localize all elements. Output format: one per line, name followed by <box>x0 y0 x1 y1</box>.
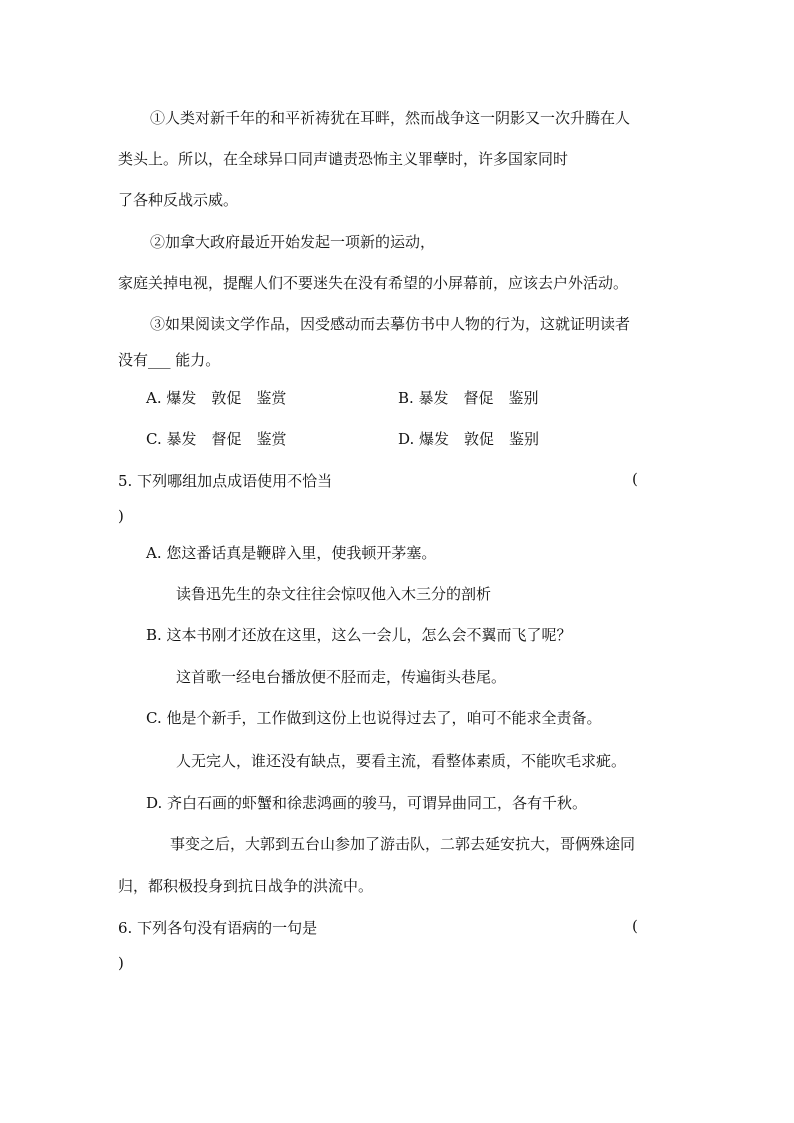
q6-stem: 6. 下列各句没有语病的一句是 <box>118 919 318 937</box>
q4-option-d: D. 爆发 敦促 鉴别 <box>398 430 540 448</box>
passage-3-line-1: ③如果阅读文学作品，因受感动而去摹仿书中人物的行为，这就证明读者 <box>150 315 631 333</box>
q5-option-a-line-1: A. 您这番话真是鞭辟入里，使我顿开茅塞。 <box>146 544 437 562</box>
passage-1-line-3: 了各种反战示威。 <box>118 191 239 209</box>
q6-answer-paren-close: ) <box>118 954 124 972</box>
passage-3-line-2: 没有___ 能力。 <box>118 351 221 369</box>
q5-option-d-line-2: 事变之后，大郭到五台山参加了游击队，二郭去延安抗大，哥俩殊途同 <box>170 835 636 853</box>
q5-option-c-line-2: 人无完人，谁还没有缺点，要看主流，看整体素质，不能吹毛求疵。 <box>176 752 627 770</box>
q5-option-a-line-2: 读鲁迅先生的杂文往往会惊叹他入木三分的剖析 <box>176 585 492 603</box>
q5-option-b-line-1: B. 这本书刚才还放在这里，这么一会儿，怎么会不翼而飞了呢？ <box>146 626 572 644</box>
q5-stem: 5. 下列哪组加点成语使用不恰当 <box>118 472 333 490</box>
q5-option-c-line-1: C. 他是个新手，工作做到这份上也说得过去了，咱可不能求全责备。 <box>146 709 602 727</box>
passage-2-line-2: 家庭关掉电视，提醒人们不要迷失在没有希望的小屏幕前，应该去户外活动。 <box>118 274 629 292</box>
passage-2-line-1: ②加拿大政府最近开始发起一项新的运动， <box>150 233 436 251</box>
q5-option-d-line-1: D. 齐白石画的虾蟹和徐悲鸿画的骏马，可谓异曲同工，各有千秋。 <box>146 794 588 812</box>
q5-option-d-line-3: 归，都积极投身到抗日战争的洪流中。 <box>118 877 374 895</box>
q5-answer-paren-close: ) <box>118 507 124 525</box>
q4-option-b: B. 暴发 督促 鉴别 <box>398 389 539 407</box>
q4-option-a: A. 爆发 敦促 鉴赏 <box>146 389 287 407</box>
q5-answer-paren-open: ( <box>632 470 638 488</box>
passage-1-line-1: ①人类对新千年的和平祈祷犹在耳畔，然而战争这一阴影又一次升腾在人 <box>150 109 631 127</box>
q5-option-b-line-2: 这首歌一经电台播放便不胫而走，传遍街头巷尾。 <box>176 668 507 686</box>
q6-answer-paren-open: ( <box>632 917 638 935</box>
passage-1-line-2: 类头上。所以，在全球异口同声谴责恐怖主义罪孽时，许多国家同时 <box>118 150 569 168</box>
q4-option-c: C. 暴发 督促 鉴赏 <box>146 430 287 448</box>
